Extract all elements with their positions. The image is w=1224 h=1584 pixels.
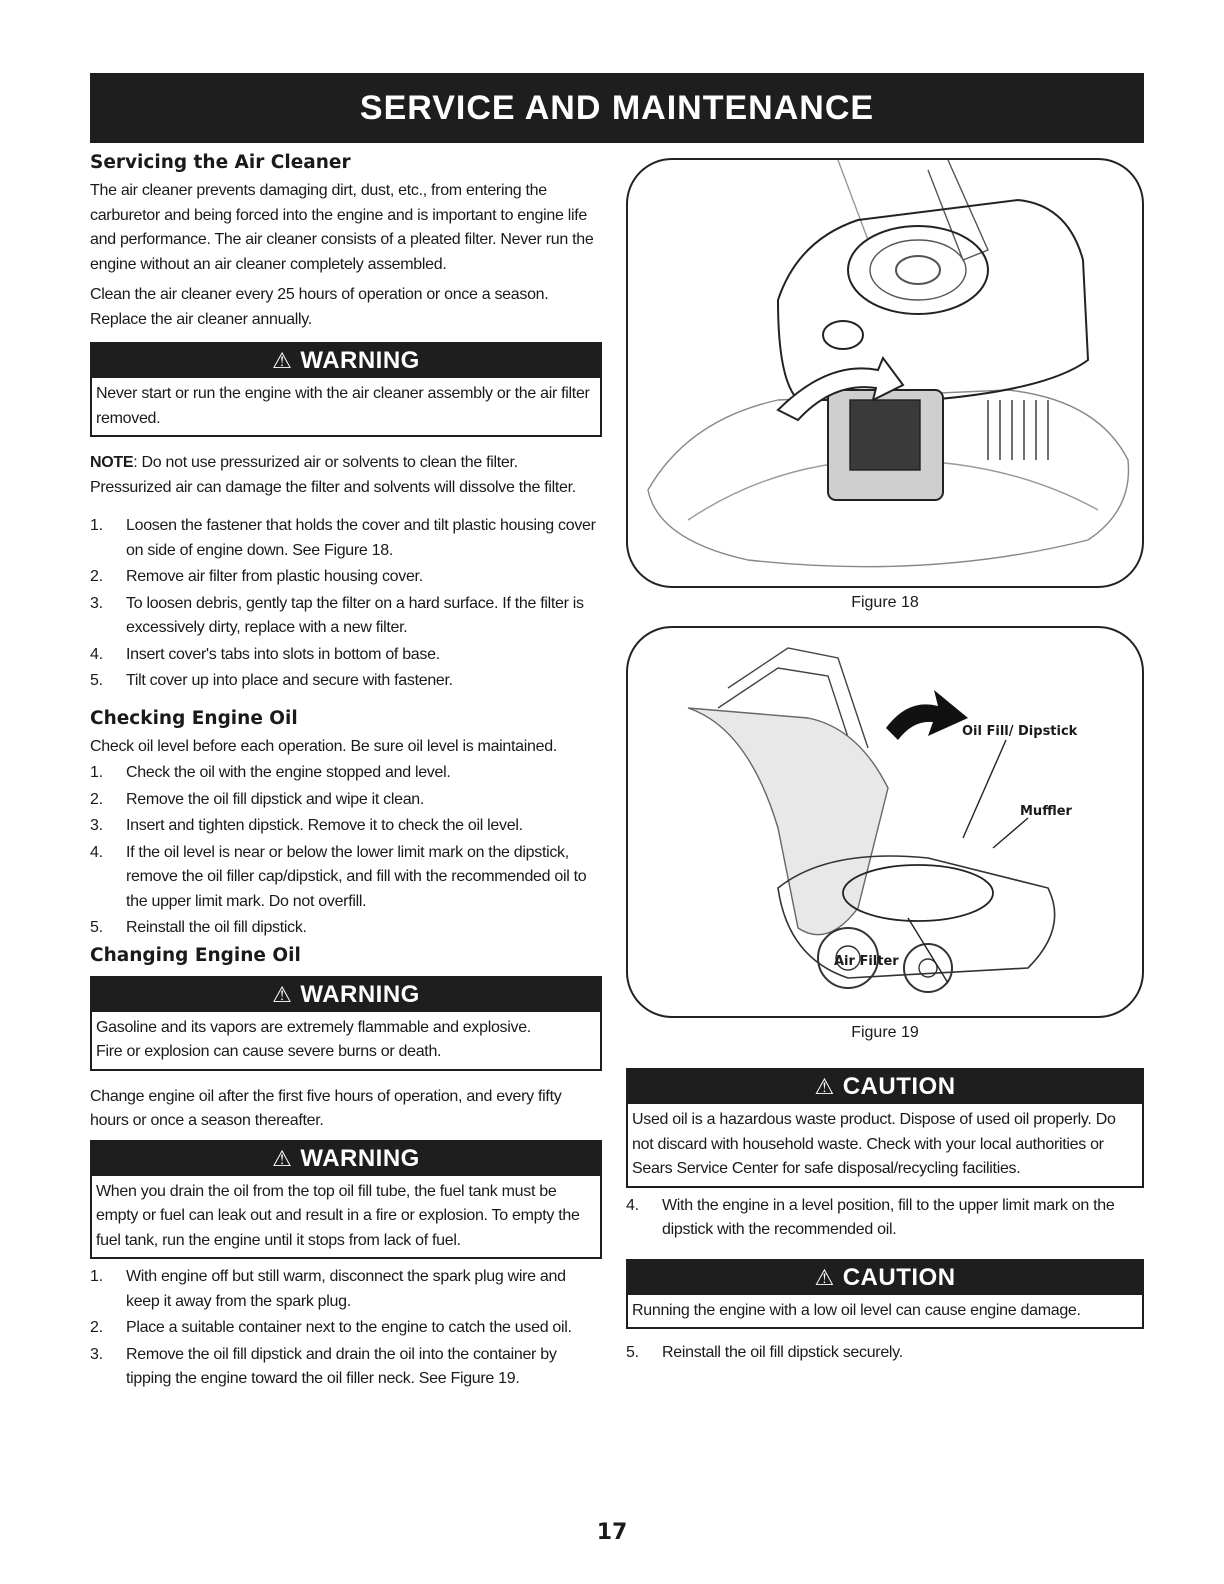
caution-header xyxy=(628,1070,1142,1104)
checking-oil-steps xyxy=(90,761,602,941)
caution-text: Running the engine with a low oil level can cause engine damage. xyxy=(632,1301,1081,1319)
warning-triangle-icon: ⚠ xyxy=(272,1145,293,1171)
warning-text: Gasoline and its vapors are extremely flammable and explosive. Fire or explosion can cause severe burns or death. xyxy=(96,1018,531,1060)
warning-label: WARNING xyxy=(300,347,420,374)
list-item: 2. Remove the oil fill dipstick and wipe it clean. xyxy=(90,790,425,808)
caution-triangle-icon: ⚠ xyxy=(814,1074,835,1099)
heading-air-cleaner: Servicing the Air Cleaner xyxy=(90,152,351,173)
list-item: 4. If the oil level is near or below the lower limit mark on the dipstick, remove the oil filler cap/dipstick, and fill with the recommended oil to the upper limit mark. Do not overfill. xyxy=(90,843,587,910)
warning-label: WARNING xyxy=(300,1144,420,1172)
caution-triangle-icon: ⚠ xyxy=(814,1264,835,1290)
checking-oil-intro: Check oil level before each operation. Be sure oil level is maintained. xyxy=(90,737,557,755)
page-number: 17 xyxy=(596,1520,628,1545)
warning-text: Never start or run the engine with the air cleaner assembly or the air filter removed. xyxy=(96,385,590,427)
warning-triangle-icon: ⚠ xyxy=(272,981,293,1007)
figure-19-caption: Figure 19 xyxy=(851,1024,919,1041)
list-item: 4. With the engine in a level position, fill to the upper limit mark on the dipstick with the recommended oil. xyxy=(626,1196,1115,1238)
changing-oil-steps xyxy=(90,1265,602,1392)
air-cleaner-steps xyxy=(90,514,602,694)
warning-text: When you drain the oil from the top oil fill tube, the fuel tank must be empty or fuel can leak out and result in a fire or explosion. To empty the fuel tank, run the engine until it stops from lack of fuel. xyxy=(96,1182,580,1249)
air-cleaner-para-1: The air cleaner prevents damaging dirt, dust, etc., from entering the carburetor and being forced into the engine and is important to engine life and performance. The air cleaner consists of a pleated filter. Never run the engine without an air cleaner completely assembled. xyxy=(90,182,594,273)
list-item: 1. Check the oil with the engine stopped and level. xyxy=(90,764,451,781)
heading-checking-oil: Checking Engine Oil xyxy=(90,707,298,729)
list-item: 2. Place a suitable container next to the engine to catch the used oil. xyxy=(90,1319,572,1336)
note-label: NOTE xyxy=(90,454,134,471)
caution-label: CAUTION xyxy=(842,1073,956,1100)
figure-18-caption: Figure 18 xyxy=(851,594,919,611)
note-text: : Do not use pressurized air or solvents to clean the filter. Pressurized air can damage the filter and solvents will dissolve the filter. xyxy=(90,454,576,496)
warning-header xyxy=(92,344,600,378)
refill-step-4 xyxy=(626,1194,1144,1243)
section-title: SERVICE AND MAINTENANCE xyxy=(359,88,875,127)
list-item: 3. To loosen debris, gently tap the filter on a hard surface. If the filter is excessively dirty, replace with a new filter. xyxy=(90,594,584,636)
changing-oil-para: Change engine oil after the first five hours of operation, and every fifty hours or once a season thereafter. xyxy=(90,1087,562,1129)
note-paragraph xyxy=(90,451,602,500)
warning-box-gasoline xyxy=(90,976,602,1071)
label-muffler: Muffler xyxy=(1020,804,1072,819)
list-item: 4. Insert cover's tabs into slots in bottom of base. xyxy=(90,645,440,663)
list-item: 5. Reinstall the oil fill dipstick securely. xyxy=(626,1344,903,1361)
right-column xyxy=(626,152,1144,1368)
list-item: 1. Loosen the fastener that holds the cover and tilt plastic housing cover on side of engine down. See Figure 18. xyxy=(90,517,596,559)
section-banner xyxy=(90,73,1144,143)
caution-label: CAUTION xyxy=(842,1263,956,1291)
caution-box-low-oil xyxy=(626,1259,1144,1330)
caution-text: Used oil is a hazardous waste product. Dispose of used oil properly. Do not discard with household waste. Check with your local authorities or Sears Service Center for safe disposal/recycling facilities. xyxy=(632,1111,1116,1177)
refill-step-5 xyxy=(626,1341,1144,1366)
warning-triangle-icon: ⚠ xyxy=(272,348,293,373)
label-oil-fill: Oil Fill/ Dipstick xyxy=(962,724,1078,739)
list-item: 1. With engine off but still warm, disconnect the spark plug wire and keep it away from the spark plug. xyxy=(90,1268,566,1310)
caution-box-used-oil xyxy=(626,1068,1144,1188)
caution-header xyxy=(628,1261,1142,1295)
warning-header xyxy=(92,1142,600,1176)
list-item: 3. Remove the oil fill dipstick and drain the oil into the container by tipping the engine toward the oil filler neck. See Figure 19. xyxy=(90,1345,557,1387)
heading-changing-oil: Changing Engine Oil xyxy=(90,944,301,966)
warning-header xyxy=(92,978,600,1012)
list-item: 5. Reinstall the oil fill dipstick. xyxy=(90,919,307,936)
warning-box-fuel-tank xyxy=(90,1140,602,1260)
air-cleaner-para-2: Clean the air cleaner every 25 hours of operation or once a season. Replace the air cleaner annually. xyxy=(90,286,549,328)
figure-19-frame xyxy=(626,626,1144,1018)
list-item: 2. Remove air filter from plastic housing cover. xyxy=(90,568,423,585)
figure-18-frame xyxy=(626,158,1144,588)
label-air-filter: Air Filter xyxy=(834,954,899,969)
left-column xyxy=(90,152,602,1394)
list-item: 3. Insert and tighten dipstick. Remove it to check the oil level. xyxy=(90,817,523,834)
warning-box-air-filter xyxy=(90,342,602,437)
list-item: 5. Tilt cover up into place and secure with fastener. xyxy=(90,672,453,689)
warning-label: WARNING xyxy=(300,980,420,1008)
engine-air-cleaner-illustration xyxy=(628,160,1142,586)
